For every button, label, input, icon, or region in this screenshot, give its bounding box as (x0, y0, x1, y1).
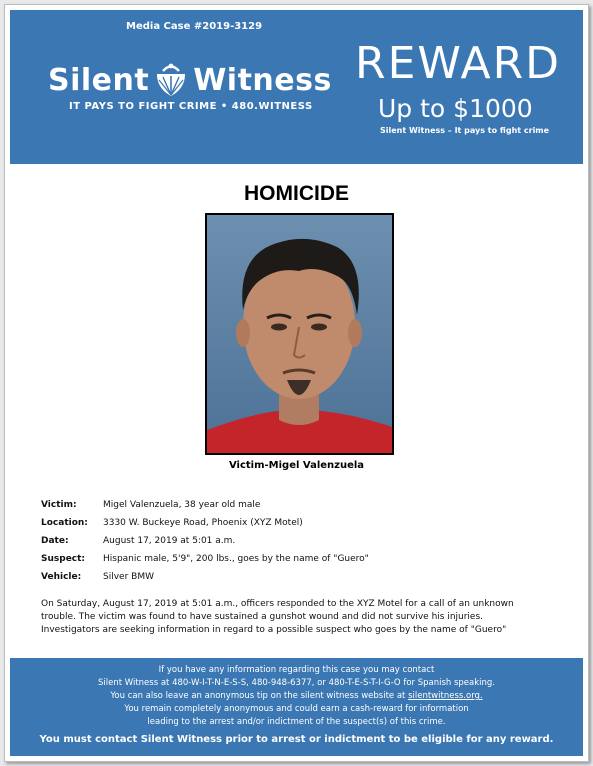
detail-label: Victim: (41, 500, 77, 510)
detail-row-location (41, 514, 369, 532)
flyer-page (4, 4, 589, 762)
detail-value: 3330 W. Buckeye Road, Phoenix (XYZ Motel) (103, 518, 303, 528)
page-title: HOMICIDE (244, 182, 349, 205)
header-banner (10, 10, 583, 164)
detail-row-vehicle (41, 568, 369, 586)
detail-row-victim (41, 496, 369, 514)
detail-row-date (41, 532, 369, 550)
detail-row-suspect (41, 550, 369, 568)
detail-value: Hispanic male, 5'9", 200 lbs., goes by the name of "Guero" (103, 554, 369, 564)
detail-value: Silver BMW (103, 572, 154, 582)
footer-eligibility-notice: You must contact Silent Witness prior to arrest or indictment to be eligible for any reward. (39, 734, 554, 745)
footer-line: You remain completely anonymous and could earn a cash-reward for information (124, 704, 469, 714)
detail-label: Location: (41, 518, 88, 528)
detail-label: Suspect: (41, 554, 86, 564)
detail-value: August 17, 2019 at 5:01 a.m. (103, 536, 236, 546)
reward-amount: Up to $1000 (378, 94, 533, 123)
case-details (41, 496, 369, 586)
detail-value: Migel Valenzuela, 38 year old male (103, 500, 261, 510)
sunburst-logo-icon (153, 60, 189, 100)
victim-portrait-image (207, 215, 392, 453)
victim-photo (205, 213, 394, 455)
case-narrative (41, 598, 541, 637)
website-link[interactable]: silentwitness.org. (408, 691, 483, 701)
narrative-line: trouble. The victim was found to have sustained a gunshot wound and did not survive his injuries. (41, 612, 484, 622)
footer-line: Silent Witness at 480-W-I-T-N-E-S-S, 480-948-6377, or 480-T-E-S-T-I-G-O for Spanish speaking. (97, 678, 496, 688)
footer-line: If you have any information regarding this case you may contact (158, 665, 435, 675)
reward-subtitle: Silent Witness – It pays to fight crime (380, 126, 550, 135)
reward-title: REWARD (355, 38, 562, 89)
silent-witness-logo (48, 60, 332, 100)
narrative-line: On Saturday, August 17, 2019 at 5:01 a.m., officers responded to the XYZ Motel for a call of an unknown (41, 599, 514, 609)
tagline: IT PAYS TO FIGHT CRIME • 480.WITNESS (69, 101, 313, 112)
footer-line: leading to the arrest and/or indictment of the suspect(s) of this crime. (147, 717, 446, 727)
detail-label: Date: (41, 536, 69, 546)
detail-label: Vehicle: (41, 572, 82, 582)
footer-banner (10, 658, 583, 756)
footer-website-text: You can also leave an anonymous tip on the silent witness website at (110, 691, 409, 701)
footer-line-website (10, 691, 583, 701)
logo-text-left: Silent (48, 62, 150, 98)
photo-caption: Victim-Migel Valenzuela (228, 460, 365, 471)
narrative-line: Investigators are seeking information in regard to a possible suspect who goes by the name of "Guero" (41, 625, 507, 635)
media-case-number: Media Case #2019-3129 (126, 21, 263, 32)
logo-text-right: Witness (193, 62, 332, 98)
